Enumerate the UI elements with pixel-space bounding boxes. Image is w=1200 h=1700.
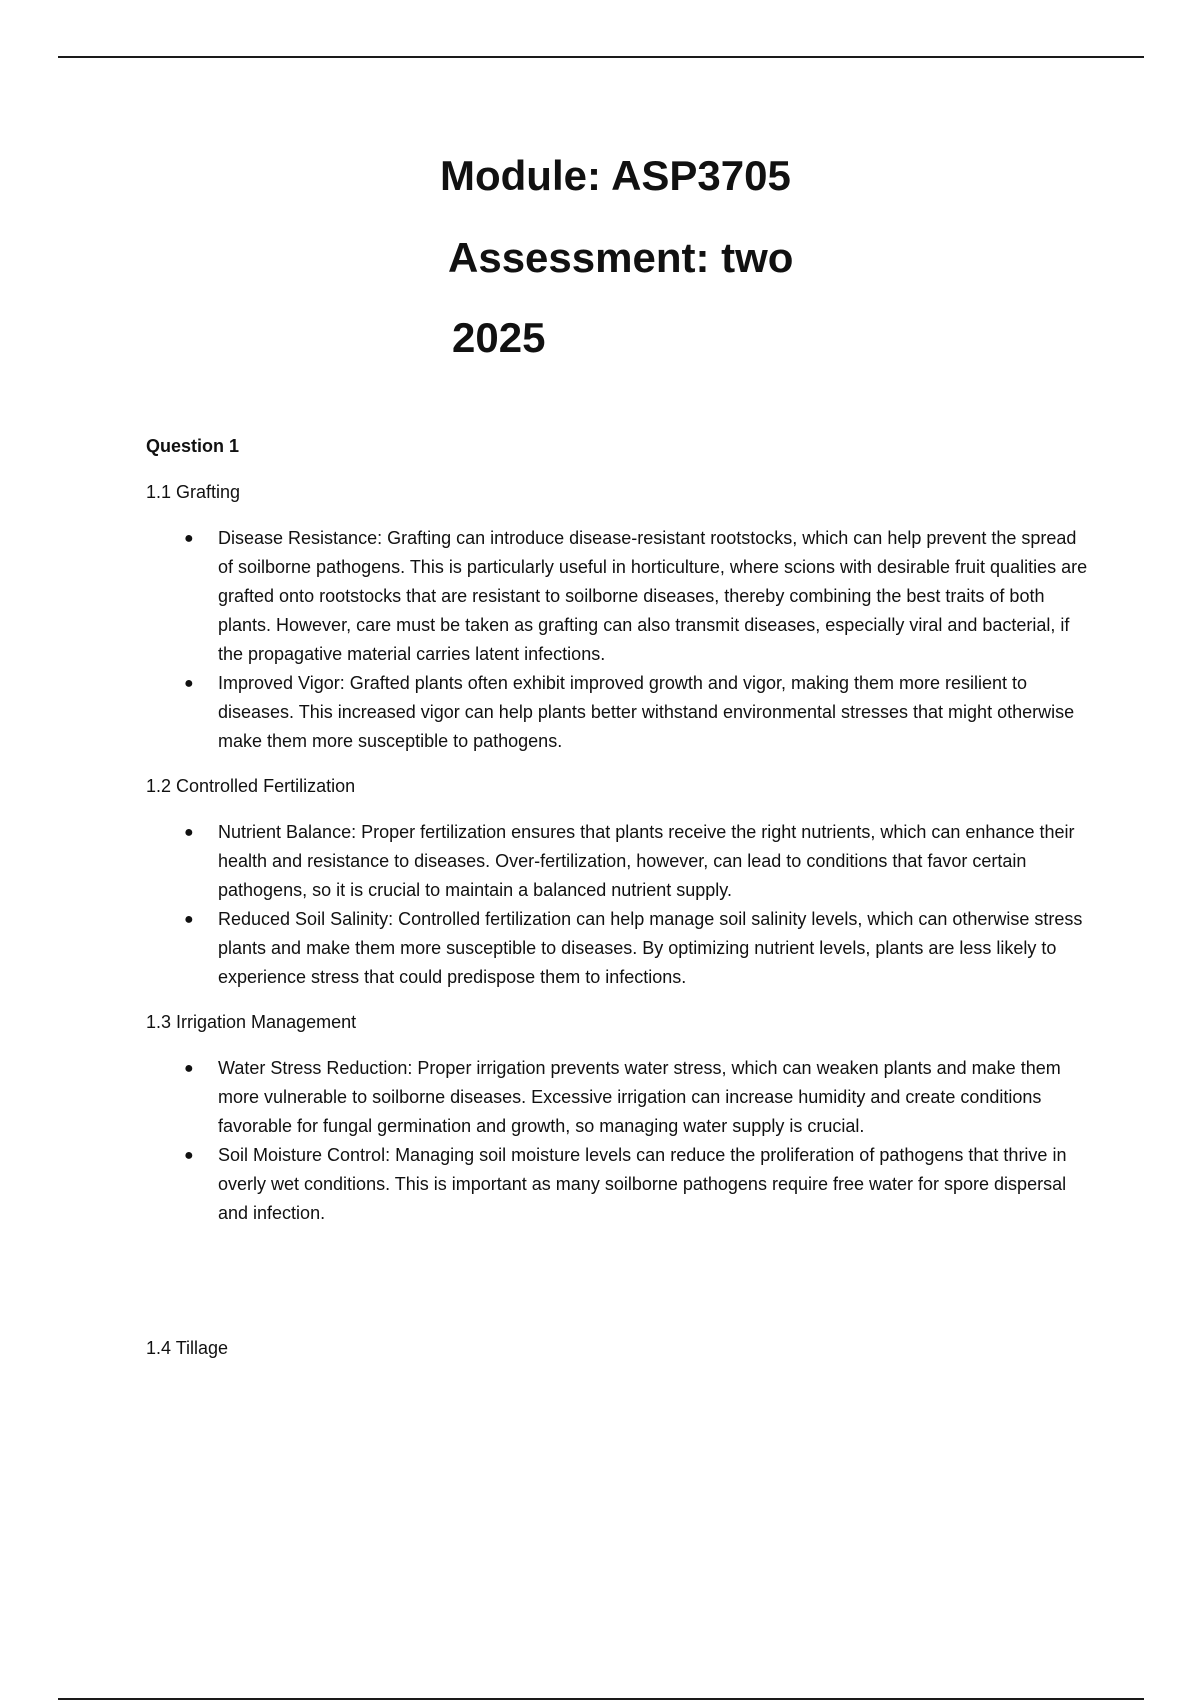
question-heading: Question 1 [146,436,240,456]
top-rule [58,56,1144,58]
list-item: ● Soil Moisture Control: Managing soil moisture levels can reduce the proliferation of pathogens that thrive in overly wet conditions. This is important as many soilborne pathogens require free water for spore dispersal and infection. [146,1141,1096,1228]
section-heading-grafting: 1.1 Grafting [146,482,241,502]
bullet-icon: ● [184,530,194,547]
bullet-list-irrigation [146,1054,1096,1228]
list-item: ● Disease Resistance: Grafting can introduce disease-resistant rootstocks, which can help prevent the spread of soilborne pathogens. This is particularly useful in horticulture, where scions with desirable fruit qualities are grafted onto rootstocks that are resistant to soilborne diseases, thereby combining the best traits of both plants. However, care must be taken as grafting can also transmit diseases, especially viral and bacterial, if the propagative material carries latent infections. [146,524,1096,669]
list-item: ● Reduced Soil Salinity: Controlled fertilization can help manage soil salinity levels, which can otherwise stress plants and make them more susceptible to diseases. By optimizing nutrient levels, plants are less likely to experience stress that could predispose them to infections. [146,905,1096,992]
bullet-list-grafting [146,524,1096,756]
bullet-icon: ● [184,911,194,928]
bullet-list-fertilization [146,818,1096,992]
list-item: ● Nutrient Balance: Proper fertilization ensures that plants receive the right nutrients, which can enhance their health and resistance to diseases. Over-fertilization, however, can lead to conditions that favor certain pathogens, so it is crucial to maintain a balanced nutrient supply. [146,818,1096,905]
bullet-icon: ● [184,824,194,841]
assessment-title: Assessment: two [448,234,794,281]
document-body [146,432,1096,1380]
bullet-icon: ● [184,1060,194,1077]
bullet-icon: ● [184,1147,194,1164]
year-title: 2025 [452,314,546,361]
section-heading-fertilization: 1.2 Controlled Fertilization [146,776,356,796]
spacer [146,1244,1096,1334]
section-heading-irrigation: 1.3 Irrigation Management [146,1012,357,1032]
section-heading-tillage: 1.4 Tillage [146,1338,229,1358]
bullet-icon: ● [184,675,194,692]
module-title: Module: ASP3705 [440,152,791,199]
list-item: ● Improved Vigor: Grafted plants often exhibit improved growth and vigor, making them more resilient to diseases. This increased vigor can help plants better withstand environmental stresses that might otherwise make them more susceptible to pathogens. [146,669,1096,756]
list-item: ● Water Stress Reduction: Proper irrigation prevents water stress, which can weaken plants and make them more vulnerable to soilborne diseases. Excessive irrigation can increase humidity and create conditions favorable for fungal germination and growth, so managing water supply is crucial. [146,1054,1096,1141]
